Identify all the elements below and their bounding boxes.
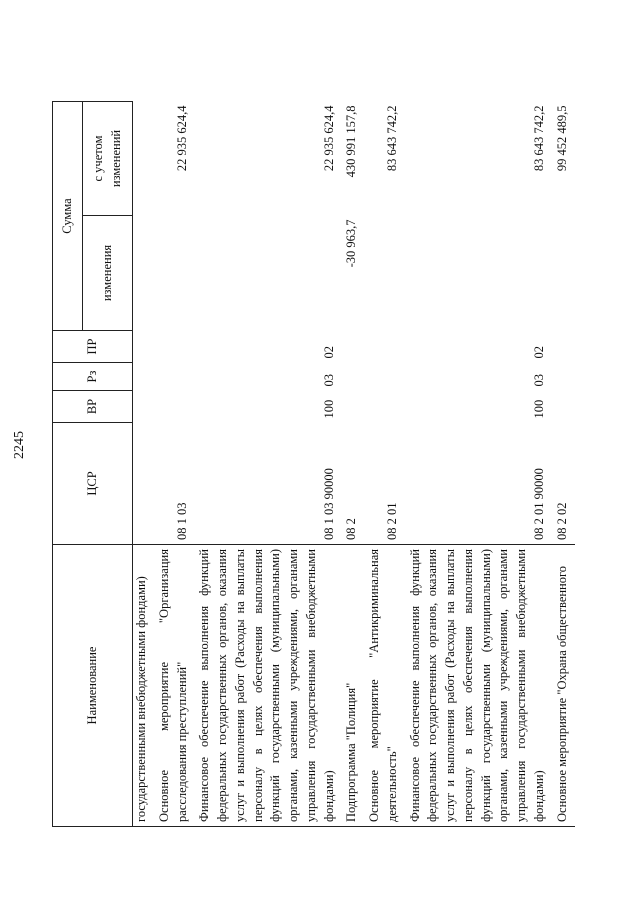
- row-pr: 02: [321, 346, 336, 359]
- row-pr: 02: [531, 346, 546, 359]
- page-number: 2245: [12, 431, 27, 459]
- row-name: государственными внебюджетными фондами): [133, 545, 155, 827]
- table-row: [195, 102, 342, 827]
- row-csr: [133, 423, 155, 545]
- row-change: -30 963,7: [344, 219, 359, 268]
- row-change: [155, 216, 196, 331]
- row-rz: [155, 363, 196, 391]
- row-csr: 08 2 01 90000: [531, 468, 546, 540]
- row-csr: 08 2 02: [554, 502, 569, 540]
- row-rz: [342, 363, 365, 391]
- row-total: 22 935 624,4: [321, 105, 336, 172]
- row-total: 83 643 742,2: [384, 105, 399, 172]
- table-row: [155, 102, 196, 827]
- row-name: Основное мероприятие "Организация расследования преступлений": [155, 545, 196, 827]
- row-change: [195, 216, 342, 331]
- row-rz: [133, 363, 155, 391]
- row-vr: [342, 391, 365, 423]
- row-pr: [155, 331, 196, 363]
- header-vr: ВР: [53, 391, 133, 423]
- row-pr: [553, 331, 576, 363]
- row-rz: [553, 363, 576, 391]
- table-row: [406, 102, 553, 827]
- row-total: 83 643 742,2: [531, 105, 546, 172]
- row-pr: [342, 331, 365, 363]
- budget-table: [52, 101, 575, 827]
- row-name: Финансовое обеспечение выполнения функций федеральных государственных органов, оказания услуг и выполнения работ (Расходы на выплаты персоналу в целях обеспечения выполнения функций государственными (муниципальными) органами, казенными учреждениями, органами управления государственными внебюджетными фондами): [406, 545, 553, 827]
- row-total: 99 452 489,5: [554, 105, 569, 172]
- row-vr: 100: [321, 399, 336, 419]
- row-rz: [365, 363, 406, 391]
- row-name: Основное мероприятие "Антикриминальная деятельность": [365, 545, 406, 827]
- row-name: Финансовое обеспечение выполнения функций федеральных государственных органов, оказания услуг и выполнения работ (Расходы на выплаты персоналу в целях обеспечения выполнения функций государственными (муниципальными) органами, казенными учреждениями, органами управления государственными внебюджетными фондами): [195, 545, 342, 827]
- row-change: [553, 216, 576, 331]
- row-vr: [133, 391, 155, 423]
- table-row: [342, 102, 365, 827]
- row-csr: 08 1 03: [174, 502, 189, 540]
- row-pr: [133, 331, 155, 363]
- row-change: [365, 216, 406, 331]
- header-change: изменения: [83, 216, 133, 331]
- row-change: [133, 216, 155, 331]
- row-csr: 08 2 01: [384, 502, 399, 540]
- row-total: 430 991 157,8: [344, 105, 359, 178]
- header-pr: ПР: [53, 331, 133, 363]
- row-csr: 08 2: [344, 518, 359, 540]
- header-with-changes: с учетом изменений: [83, 102, 133, 216]
- row-rz: 03: [531, 374, 546, 387]
- row-change: [406, 216, 553, 331]
- header-rz: Рз: [53, 363, 133, 391]
- row-vr: 100: [531, 399, 546, 419]
- header-sum: Сумма: [53, 102, 83, 331]
- row-total: [133, 102, 155, 216]
- row-vr: [553, 391, 576, 423]
- row-rz: 03: [321, 374, 336, 387]
- header-name: Наименование: [53, 545, 133, 827]
- row-csr: 08 1 03 90000: [321, 468, 336, 540]
- row-vr: [155, 391, 196, 423]
- row-pr: [365, 331, 406, 363]
- header-csr: ЦСР: [53, 423, 133, 545]
- table-row: [133, 102, 155, 827]
- row-name: Подпрограмма "Полиция": [342, 545, 365, 827]
- table-row: [553, 102, 576, 827]
- row-vr: [365, 391, 406, 423]
- row-total: 22 935 624,4: [174, 105, 189, 172]
- table-row: [365, 102, 406, 827]
- row-name: Основное мероприятие "Охрана общественного: [553, 545, 576, 827]
